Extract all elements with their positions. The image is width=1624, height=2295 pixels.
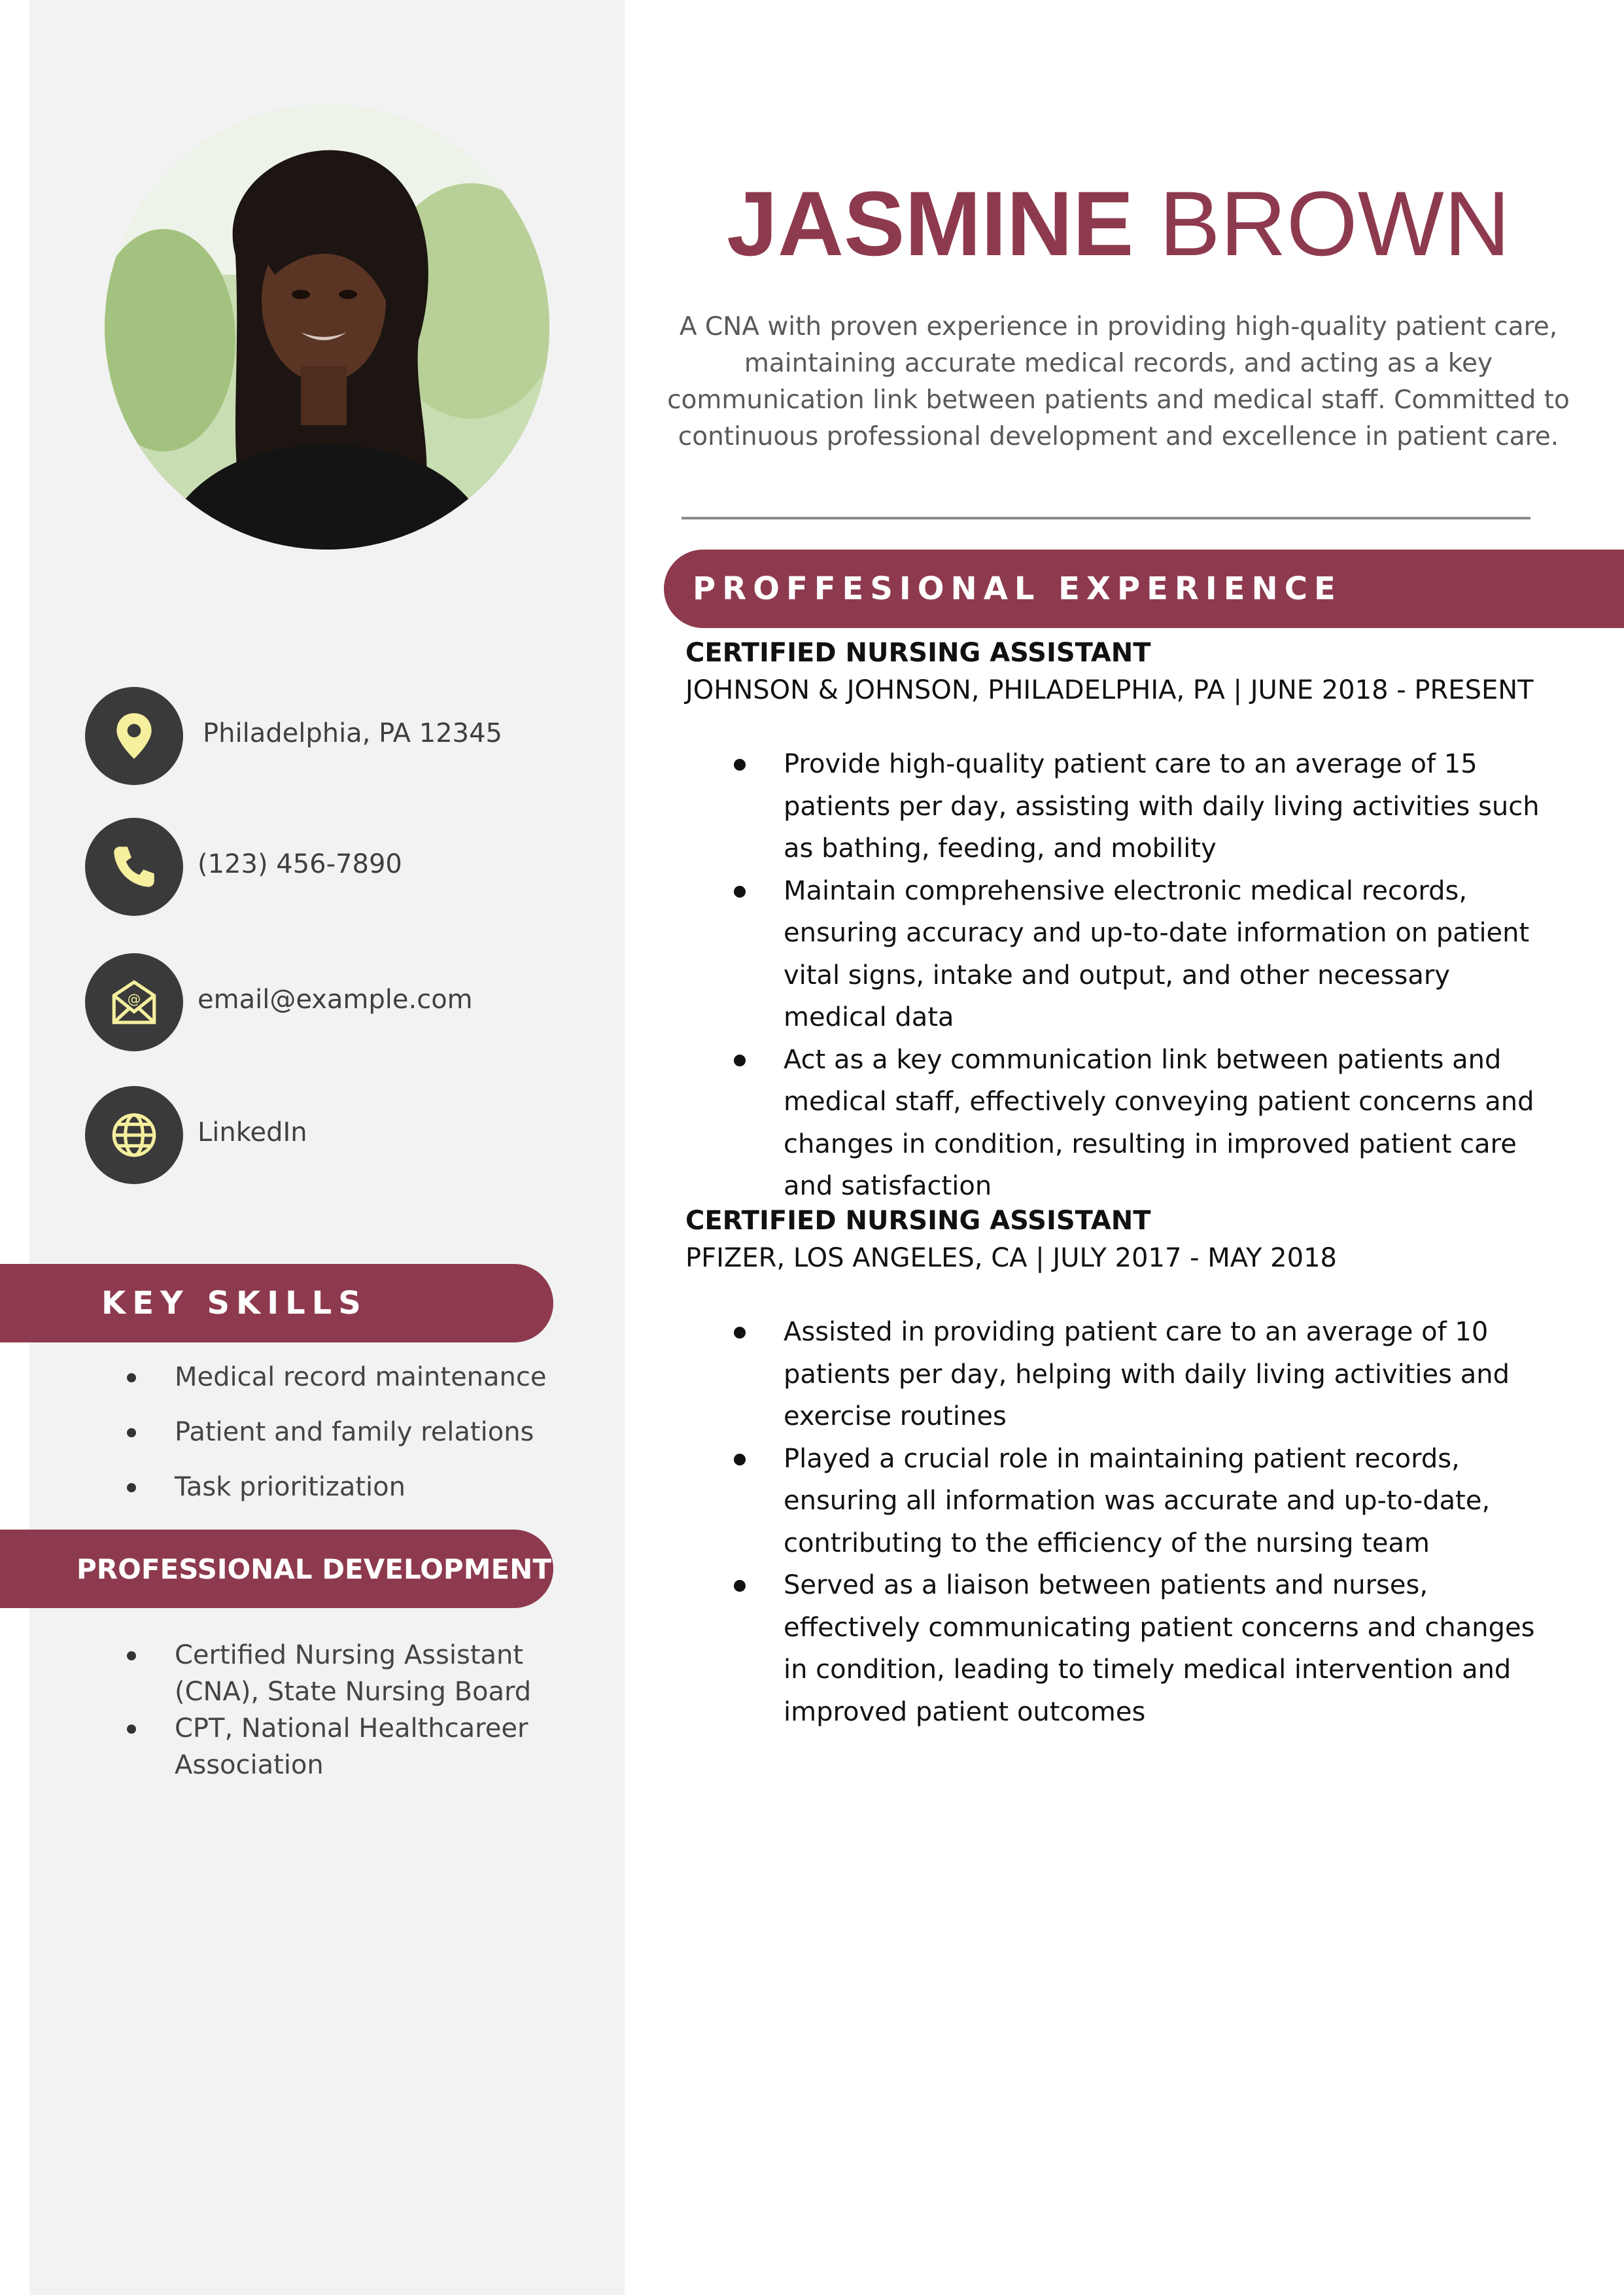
last-name: BROWN (1159, 172, 1510, 275)
email-icon (85, 953, 183, 1051)
profile-photo (105, 105, 549, 550)
skills-list (126, 1359, 583, 1524)
skill-item: Task prioritization (126, 1469, 583, 1505)
job-title: CERTIFIED NURSING ASSISTANT (685, 638, 1151, 668)
phone-icon (85, 818, 183, 916)
contact-email-text: email@example.com (198, 985, 473, 1015)
job-company: PFIZER, LOS ANGELES, CA | JULY 2017 - MAY 2018 (685, 1243, 1337, 1273)
job-bullets (784, 743, 1542, 1208)
contact-linkedin (85, 1086, 608, 1184)
experience-heading: PROFFESIONAL EXPERIENCE (664, 550, 1624, 628)
svg-text:@: @ (127, 991, 141, 1007)
job-title: CERTIFIED NURSING ASSISTANT (685, 1206, 1151, 1236)
job-bullets (784, 1311, 1542, 1733)
job-bullet: Provide high-quality patient care to an average of 15 patients per day, assisting with daily living activities such as bathing, feeding, and mobility (784, 743, 1542, 870)
candidate-name (667, 171, 1570, 276)
key-skills-heading: KEY SKILLS (0, 1264, 553, 1342)
profile-summary: A CNA with proven experience in providing high-quality patient care, maintaining accurate medical records, and acting as a key communication link between patients and medical staff. Committed to continuous professional development and excellence in patient care. (667, 312, 1570, 451)
job-bullet: Assisted in providing patient care to an average of 10 patients per day, helping with daily living activities and exercise routines (784, 1311, 1542, 1438)
job-company: JOHNSON & JOHNSON, PHILADELPHIA, PA | JUNE 2018 - PRESENT (685, 675, 1534, 705)
divider (682, 517, 1530, 519)
contact-phone (85, 818, 608, 916)
development-list (126, 1637, 583, 1783)
job-bullet: Played a crucial role in maintaining patient records, ensuring all information was accurate and up-to-date, contributing to the efficiency of the nursing team (784, 1438, 1542, 1565)
development-item: CPT, National Healthcareer Association (126, 1710, 583, 1783)
contact-linkedin-link[interactable]: LinkedIn (198, 1117, 307, 1148)
contact-phone-text: (123) 456-7890 (198, 849, 402, 879)
contact-location (85, 687, 608, 785)
job-bullet: Act as a key communication link between patients and medical staff, effectively conveying patient concerns and changes in condition, resulting in improved patient care and satisfaction (784, 1039, 1542, 1208)
job-bullet: Served as a liaison between patients and nurses, effectively communicating patient concerns and changes in condition, leading to timely medical intervention and improved patient outcomes (784, 1564, 1542, 1733)
contact-email (85, 953, 608, 1051)
globe-icon (85, 1086, 183, 1184)
contact-location-text: Philadelphia, PA 12345 (203, 718, 503, 748)
location-pin-icon (85, 687, 183, 785)
skill-item: Medical record maintenance (126, 1359, 583, 1395)
professional-development-heading: PROFESSIONAL DEVELOPMENT (0, 1530, 553, 1608)
job-bullet: Maintain comprehensive electronic medical records, ensuring accuracy and up-to-date information on patient vital signs, intake and output, and other necessary medical data (784, 870, 1542, 1039)
skill-item: Patient and family relations (126, 1414, 583, 1450)
first-name: JASMINE (727, 172, 1134, 275)
development-item: Certified Nursing Assistant (CNA), State Nursing Board (126, 1637, 583, 1710)
